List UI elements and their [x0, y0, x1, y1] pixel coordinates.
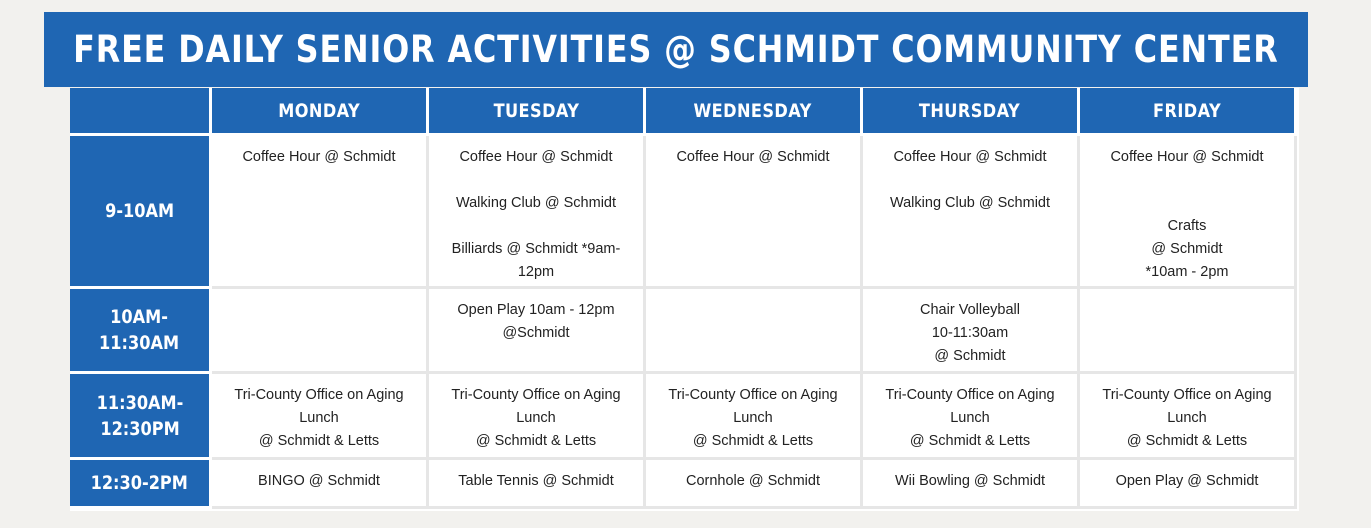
activity-cell: Tri-County Office on Aging Lunch @ Schmidt & Letts [212, 374, 429, 460]
activity-cell: Table Tennis @ Schmidt [429, 460, 646, 509]
schedule-table [70, 88, 1299, 511]
activity-cell [1080, 289, 1297, 374]
day-header-tuesday: TUESDAY [429, 88, 646, 136]
activity-cell: Coffee Hour @ Schmidt [212, 136, 429, 289]
activity-cell: Tri-County Office on Aging Lunch @ Schmidt & Letts [1080, 374, 1297, 460]
time-slot-1130am-1230pm: 11:30AM- 12:30PM [70, 374, 212, 460]
activity-cell: Coffee Hour @ Schmidt Walking Club @ Schmidt Billiards @ Schmidt *9am- 12pm [429, 136, 646, 289]
day-header-friday: FRIDAY [1080, 88, 1297, 136]
activity-cell: Tri-County Office on Aging Lunch @ Schmidt & Letts [646, 374, 863, 460]
day-header-thursday: THURSDAY [863, 88, 1080, 136]
activity-cell: Coffee Hour @ Schmidt Walking Club @ Schmidt [863, 136, 1080, 289]
page-title: FREE DAILY SENIOR ACTIVITIES @ SCHMIDT COMMUNITY CENTER [73, 28, 1279, 71]
corner-cell [70, 88, 212, 136]
activity-cell: Chair Volleyball 10-11:30am @ Schmidt [863, 289, 1080, 374]
activity-cell: Coffee Hour @ Schmidt Crafts @ Schmidt *10am - 2pm [1080, 136, 1297, 289]
activity-cell: Open Play @ Schmidt [1080, 460, 1297, 509]
activity-cell [212, 289, 429, 374]
activity-cell: BINGO @ Schmidt [212, 460, 429, 509]
time-slot-1230-2pm: 12:30-2PM [70, 460, 212, 509]
activity-cell: Tri-County Office on Aging Lunch @ Schmidt & Letts [863, 374, 1080, 460]
day-header-wednesday: WEDNESDAY [646, 88, 863, 136]
activity-cell [646, 289, 863, 374]
activity-cell: Wii Bowling @ Schmidt [863, 460, 1080, 509]
activity-cell: Coffee Hour @ Schmidt [646, 136, 863, 289]
activity-cell: Tri-County Office on Aging Lunch @ Schmidt & Letts [429, 374, 646, 460]
time-slot-9-10am: 9-10AM [70, 136, 212, 289]
activity-cell: Cornhole @ Schmidt [646, 460, 863, 509]
time-slot-10am-1130am: 10AM- 11:30AM [70, 289, 212, 374]
activity-cell: Open Play 10am - 12pm @Schmidt [429, 289, 646, 374]
title-banner [44, 12, 1308, 87]
day-header-monday: MONDAY [212, 88, 429, 136]
